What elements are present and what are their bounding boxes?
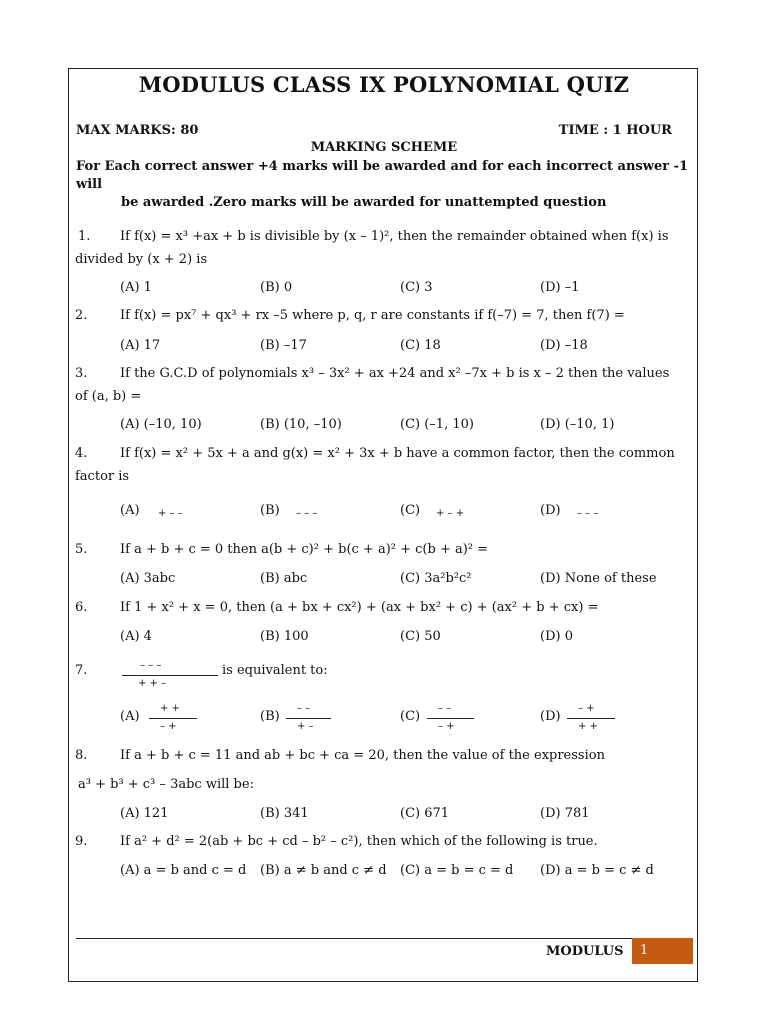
time-limit: TIME : 1 HOUR — [558, 123, 672, 138]
question-text-cont: of (a, b) = — [75, 389, 142, 404]
page-number: 1 — [640, 943, 649, 958]
option-a[interactable]: (A) 1 — [120, 280, 152, 295]
option-b[interactable]: (B) 100 — [260, 629, 309, 644]
question-text-cont: factor is — [75, 469, 130, 484]
option-c[interactable]: (C) 18 — [400, 338, 441, 353]
option-b-expression: – – – — [296, 508, 318, 519]
page-number-badge — [632, 938, 693, 964]
option-d[interactable]: (D) –18 — [540, 338, 588, 353]
option-b[interactable]: (B) abc — [260, 571, 308, 586]
option-d[interactable]: (D) 0 — [540, 629, 573, 644]
question-text: If f(x) = x³ +ax + b is divisible by (x – 1)², then the remainder obtained when f(x) is — [120, 229, 669, 244]
option-c[interactable]: (C) 671 — [400, 806, 450, 821]
option-c-fraction-bar — [427, 718, 474, 719]
option-c[interactable]: (C) 50 — [400, 629, 441, 644]
max-marks: MAX MARKS: 80 — [76, 123, 199, 138]
option-b[interactable]: (B) 341 — [260, 806, 309, 821]
question-text: If a² + d² = 2(ab + bc + cd – b² – c²), then which of the following is true. — [120, 834, 598, 849]
option-c[interactable]: (C) 3a²b²c² — [400, 571, 472, 586]
option-b[interactable]: (B) — [260, 709, 280, 724]
footer-brand: MODULUS — [546, 944, 624, 959]
footer-divider — [76, 938, 692, 939]
question-number: 6. — [75, 600, 88, 615]
option-a[interactable]: (A) — [120, 503, 140, 518]
option-d[interactable]: (D) a = b = c ≠ d — [540, 863, 654, 878]
option-b[interactable]: (B) — [260, 503, 280, 518]
option-a[interactable]: (A) — [120, 709, 140, 724]
question-text: If a + b + c = 11 and ab + bc + ca = 20, then the value of the expression — [120, 748, 605, 763]
question-text: is equivalent to: — [222, 663, 328, 678]
option-a[interactable]: (A) 4 — [120, 629, 152, 644]
option-d-numerator: – + — [578, 703, 595, 714]
option-a-expression: + – – — [158, 508, 183, 519]
marking-scheme-line-1: For Each correct answer +4 marks will be awarded and for each incorrect answer -1 will — [76, 159, 689, 192]
question-number: 4. — [75, 446, 88, 461]
question-number: 3. — [75, 366, 88, 381]
question-number: 7. — [75, 663, 88, 678]
option-d[interactable]: (D) –1 — [540, 280, 580, 295]
option-c-numerator: – – — [438, 703, 452, 714]
question-text: If the G.C.D of polynomials x³ – 3x² + ax +24 and x² –7x + b is x – 2 then the values — [120, 366, 670, 381]
option-d[interactable]: (D) (–10, 1) — [540, 417, 615, 432]
option-a[interactable]: (A) 3abc — [120, 571, 176, 586]
option-b-numerator: – – — [297, 703, 311, 714]
question-number: 5. — [75, 542, 88, 557]
question-text: If f(x) = px⁷ + qx³ + rx –5 where p, q, r are constants if f(–7) = 7, then f(7) = — [120, 308, 625, 323]
option-d-denominator: + + — [578, 721, 598, 732]
option-a-numerator: + + — [160, 703, 180, 714]
option-d-fraction-bar — [567, 718, 615, 719]
marking-scheme-title: MARKING SCHEME — [310, 140, 458, 155]
option-a-denominator: – + — [160, 721, 177, 732]
question-number: 9. — [75, 834, 88, 849]
option-c-expression: + – + — [436, 508, 465, 519]
option-a[interactable]: (A) 17 — [120, 338, 161, 353]
marking-scheme-text — [76, 158, 698, 212]
option-a[interactable]: (A) (–10, 10) — [120, 417, 202, 432]
option-b-denominator: + – — [297, 721, 314, 732]
quiz-title: MODULUS CLASS IX POLYNOMIAL QUIZ — [138, 72, 630, 97]
expression-denominator: + + – — [138, 678, 167, 689]
option-c[interactable]: (C) — [400, 709, 421, 724]
question-text-cont: a³ + b³ + c³ – 3abc will be: — [78, 777, 254, 792]
option-b[interactable]: (B) –17 — [260, 338, 307, 353]
option-d[interactable]: (D) — [540, 709, 561, 724]
option-c[interactable]: (C) — [400, 503, 421, 518]
option-c-denominator: – + — [438, 721, 455, 732]
question-number: 2. — [75, 308, 88, 323]
option-d[interactable]: (D) — [540, 503, 561, 518]
fraction-bar — [122, 675, 218, 676]
question-text: If 1 + x² + x = 0, then (a + bx + cx²) + (ax + bx² + c) + (ax² + b + cx) = — [120, 600, 599, 615]
option-c[interactable]: (C) a = b = c = d — [400, 863, 514, 878]
option-d-expression: – – – — [577, 508, 599, 519]
option-a-fraction-bar — [149, 718, 197, 719]
option-b[interactable]: (B) 0 — [260, 280, 293, 295]
question-text: If f(x) = x² + 5x + a and g(x) = x² + 3x + b have a common factor, then the common — [120, 446, 675, 461]
option-b-fraction-bar — [286, 718, 331, 719]
question-text: If a + b + c = 0 then a(b + c)² + b(c + a)² + c(b + a)² = — [120, 542, 489, 557]
marking-scheme-line-2: be awarded .Zero marks will be awarded for unattempted question — [121, 195, 607, 210]
option-a[interactable]: (A) 121 — [120, 806, 169, 821]
option-c[interactable]: (C) 3 — [400, 280, 433, 295]
option-d[interactable]: (D) None of these — [540, 571, 657, 586]
question-text-cont: divided by (x + 2) is — [75, 252, 208, 267]
question-number: 1. — [78, 229, 91, 244]
expression-numerator: – – – — [140, 660, 162, 671]
question-number: 8. — [75, 748, 88, 763]
option-c[interactable]: (C) (–1, 10) — [400, 417, 474, 432]
option-b[interactable]: (B) a ≠ b and c ≠ d — [260, 863, 387, 878]
option-a[interactable]: (A) a = b and c = d — [120, 863, 247, 878]
option-d[interactable]: (D) 781 — [540, 806, 590, 821]
option-b[interactable]: (B) (10, –10) — [260, 417, 342, 432]
